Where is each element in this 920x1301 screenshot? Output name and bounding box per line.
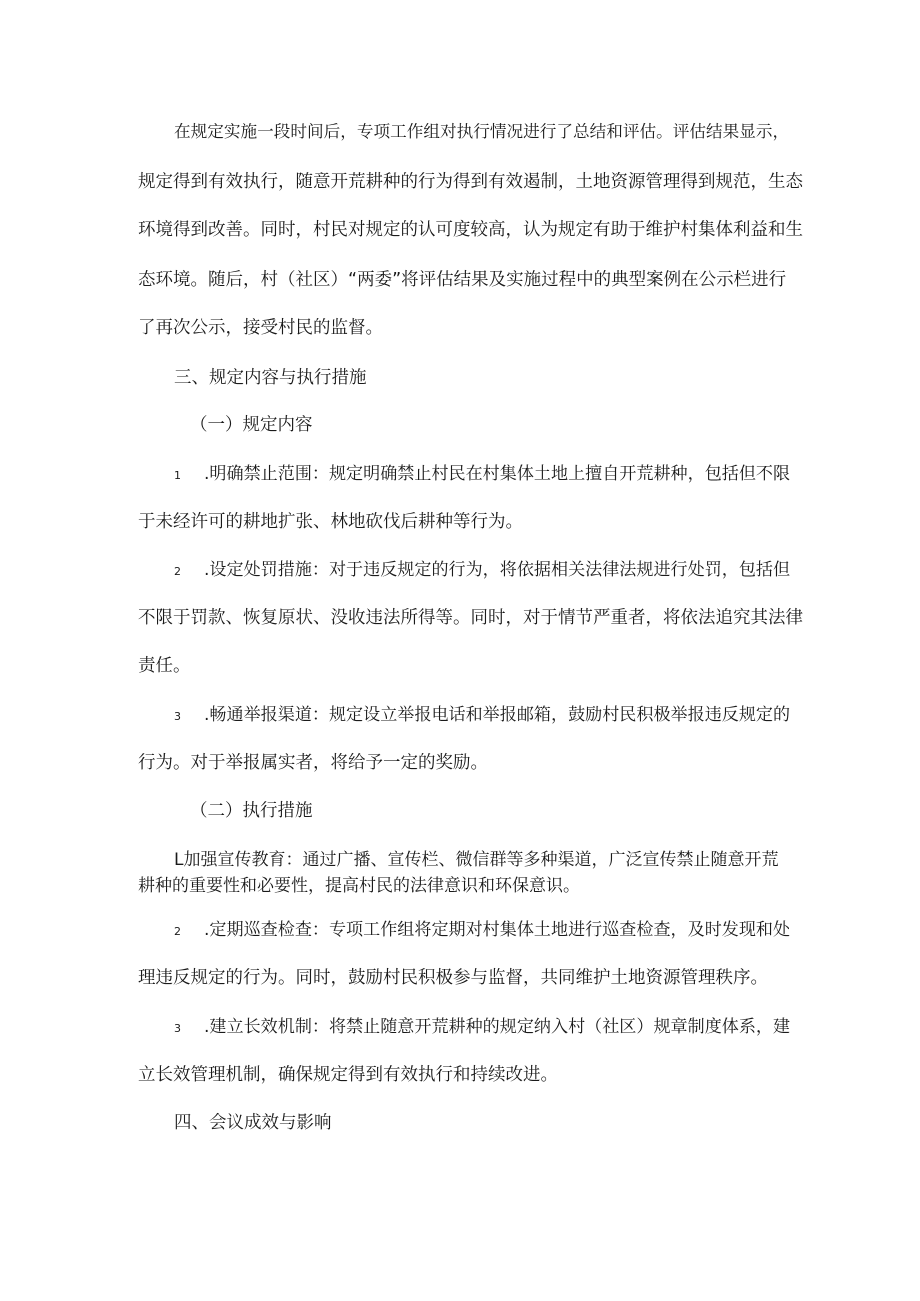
exec-item-2-text: .定期巡查检查：专项工作组将定期对村集体土地进行巡查检查，及时发现和处 [204, 920, 791, 940]
paragraph-evaluation-line-4: 态环境。随后，村（社区）“两委”将评估结果及实施过程中的典型案例在公示栏进行 [138, 270, 787, 290]
rule-item-1-line-2: 于未经许可的耕地扩张、林地砍伐后耕种等行为。 [138, 512, 523, 532]
exec-item-2-number: 2 [174, 925, 181, 938]
exec-item-3-line-1 [174, 1015, 790, 1041]
rule-item-2-text: .设定处罚措施：对于违反规定的行为，将依据相关法律法规进行处罚，包括但 [204, 560, 791, 580]
exec-item-1-line-1: L加强宣传教育：通过广播、宣传栏、微信群等多种渠道，广泛宣传禁止随意开荒 [174, 850, 779, 870]
rule-item-3-line-1 [174, 703, 790, 729]
rule-item-2-line-1 [174, 558, 790, 584]
exec-item-2-line-1 [174, 918, 790, 944]
exec-item-3-line-2: 立长效管理机制，确保规定得到有效执行和持续改进。 [138, 1065, 558, 1085]
section-heading-4: 四、会议成效与影响 [174, 1113, 332, 1133]
exec-item-2-line-2: 理违反规定的行为。同时，鼓励村民积极参与监督，共同维护土地资源管理秩序。 [138, 968, 768, 988]
rule-item-1-line-1 [174, 462, 790, 488]
rule-item-3-line-2: 行为。对于举报属实者，将给予一定的奖励。 [138, 753, 488, 773]
rule-item-3-text: .畅通举报渠道：规定设立举报电话和举报邮箱，鼓励村民积极举报违反规定的 [204, 705, 791, 725]
rule-item-2-line-3: 责任。 [138, 656, 191, 676]
paragraph-evaluation-line-3: 环境得到改善。同时，村民对规定的认可度较高，认为规定有助于维护村集体利益和生 [138, 220, 803, 240]
rule-item-3-number: 3 [174, 710, 181, 723]
rule-item-1-text: .明确禁止范围：规定明确禁止村民在村集体土地上擅自开荒耕种，包括但不限 [204, 464, 791, 484]
rule-item-2-number: 2 [174, 565, 181, 578]
subsection-heading-execution: （二）执行措施 [190, 801, 313, 821]
subsection-heading-rules: （一）规定内容 [190, 415, 313, 435]
rule-item-2-line-2: 不限于罚款、恢复原状、没收违法所得等。同时，对于情节严重者，将依法追究其法律 [138, 608, 803, 628]
exec-item-1-line-2: 耕种的重要性和必要性，提高村民的法律意识和环保意识。 [138, 876, 580, 896]
section-heading-3: 三、规定内容与执行措施 [174, 368, 367, 388]
rule-item-1-number: 1 [174, 469, 181, 482]
paragraph-evaluation-line-2: 规定得到有效执行，随意开荒耕种的行为得到有效遏制，土地资源管理得到规范，生态 [138, 172, 803, 192]
exec-item-3-text: .建立长效机制：将禁止随意开荒耕种的规定纳入村（社区）规章制度体系，建 [204, 1017, 791, 1037]
paragraph-evaluation-line-5: 了再次公示，接受村民的监督。 [138, 318, 383, 338]
paragraph-evaluation-line-1: 在规定实施一段时间后，专项工作组对执行情况进行了总结和评估。评估结果显示， [174, 122, 790, 141]
exec-item-3-number: 3 [174, 1022, 181, 1035]
